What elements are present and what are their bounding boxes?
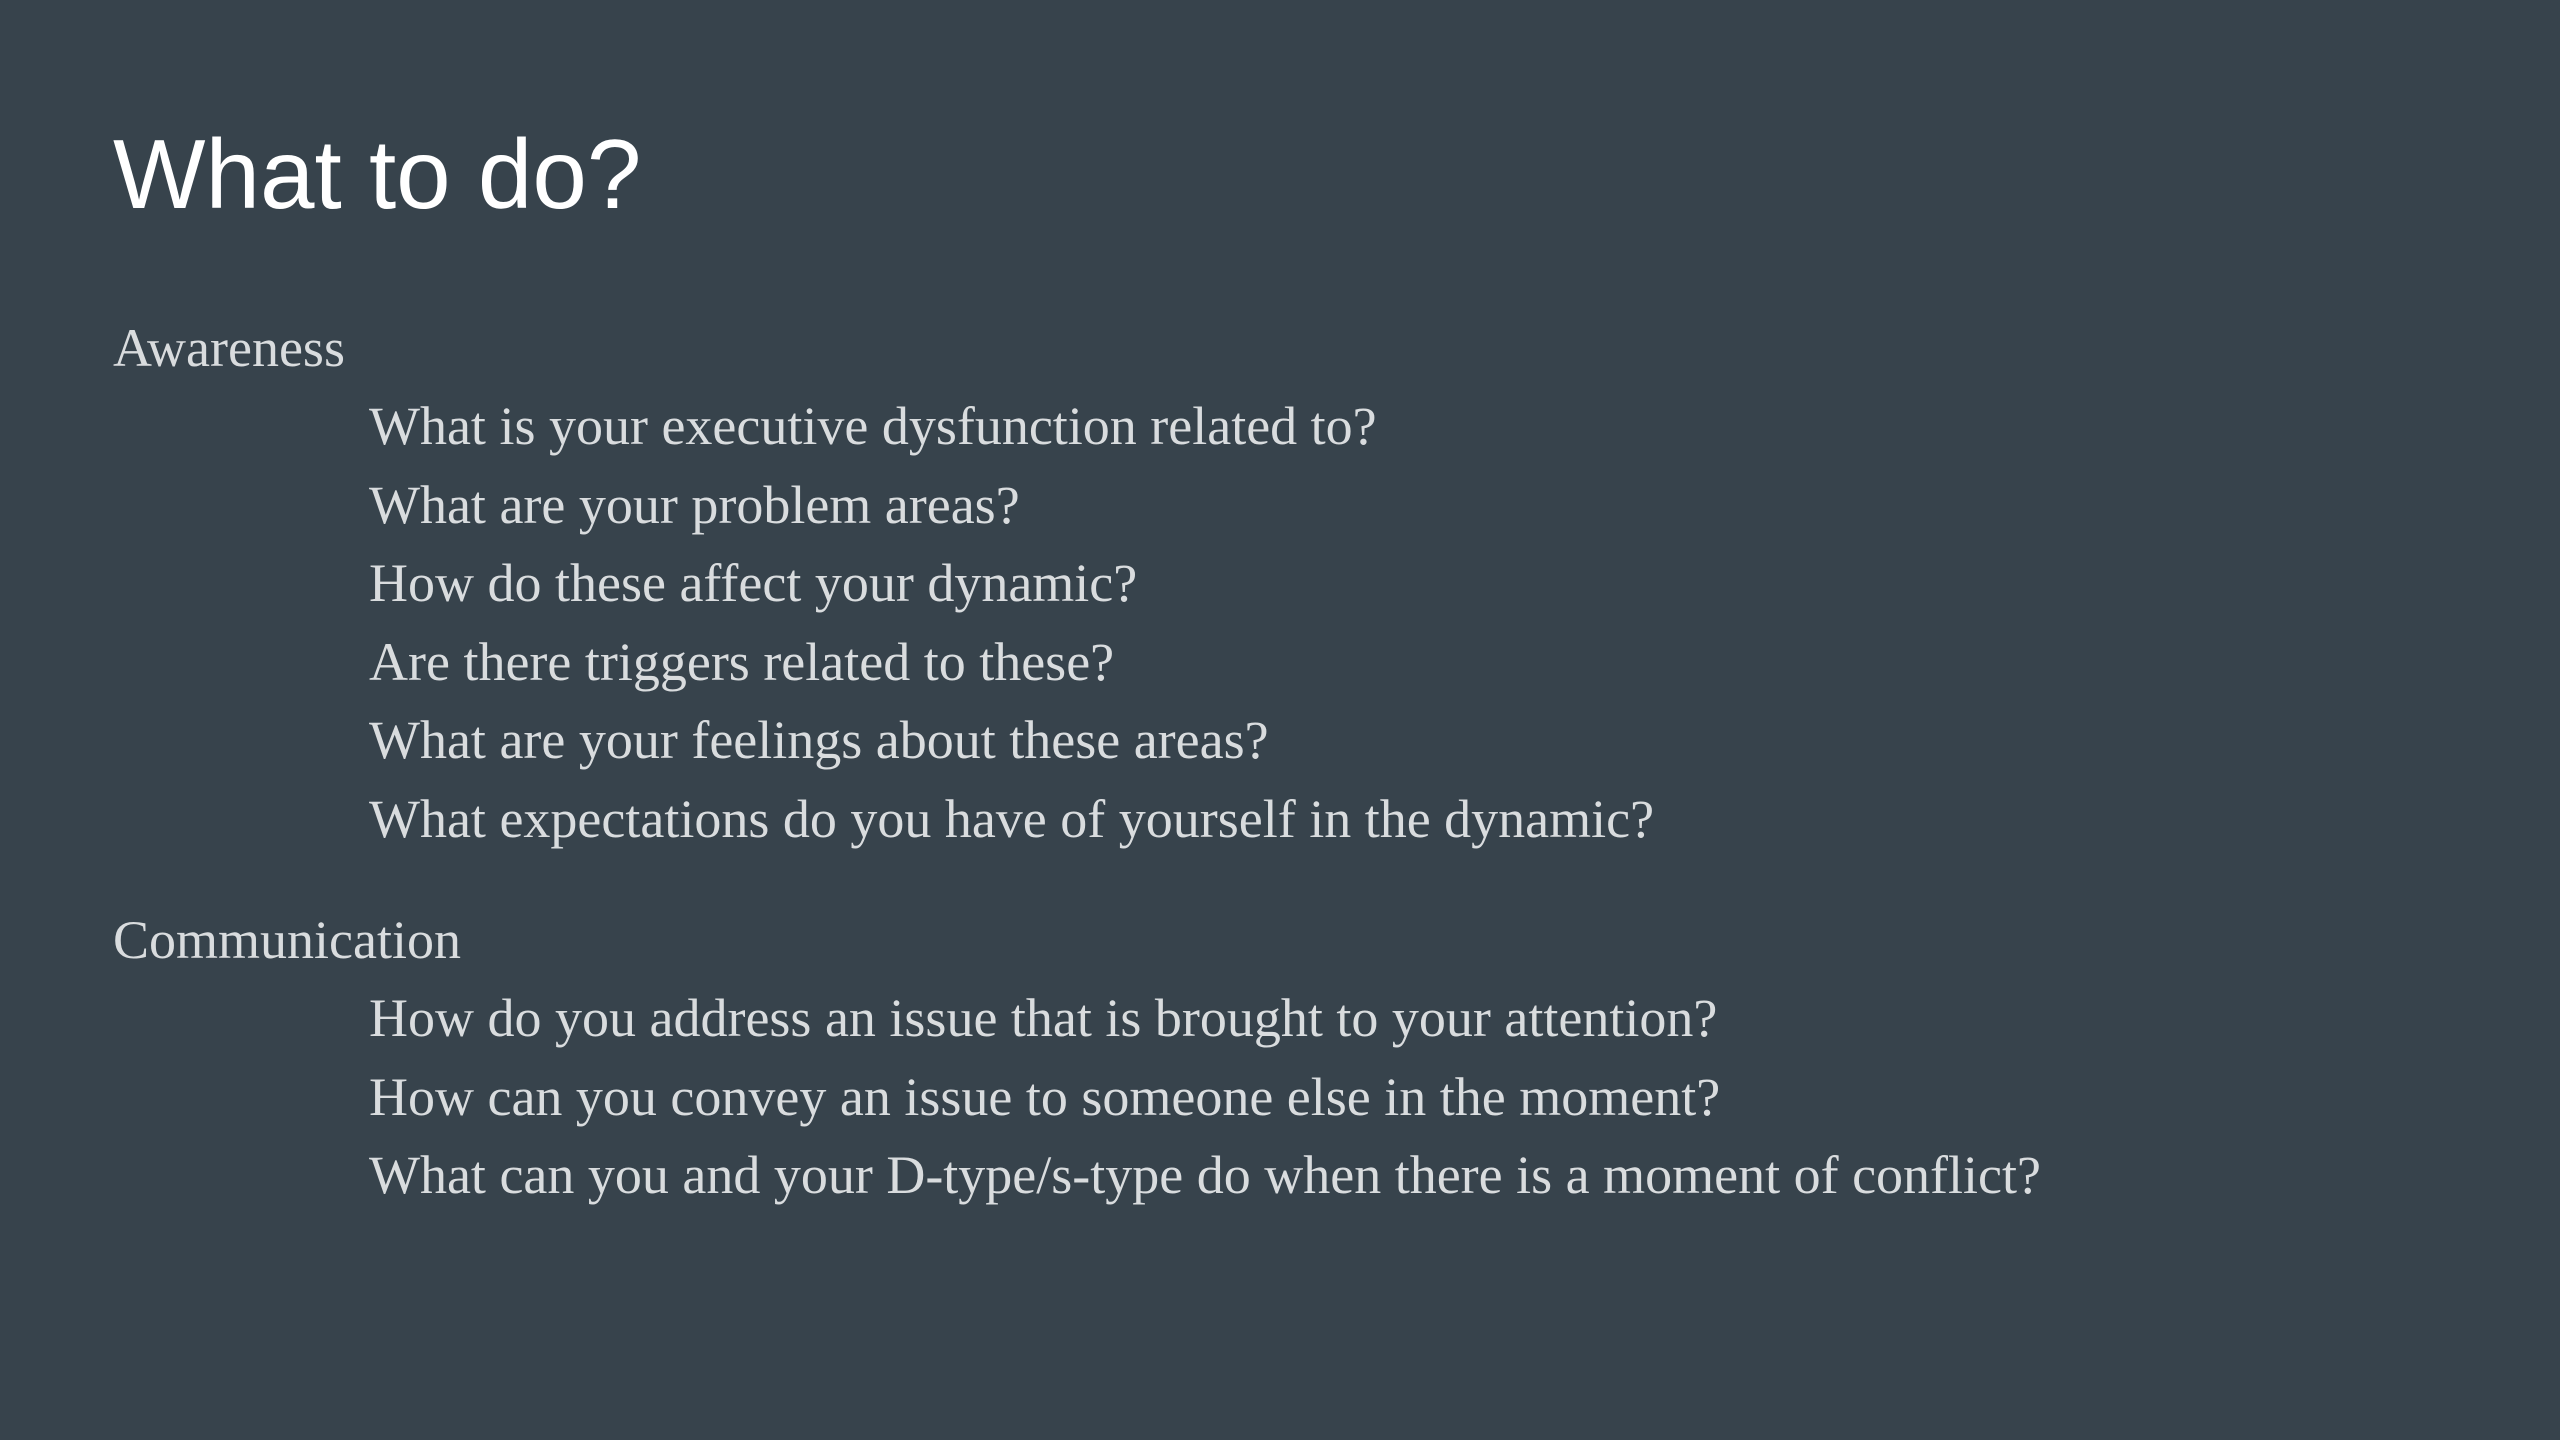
question-item: What can you and your D-type/s-type do when there is a moment of conflict? bbox=[369, 1145, 2041, 1205]
question-item: What is your executive dysfunction related to? bbox=[369, 396, 1377, 456]
section-communication bbox=[113, 901, 2041, 1215]
communication-question-list bbox=[113, 979, 2041, 1215]
question-item: What are your problem areas? bbox=[369, 474, 1020, 535]
slide-title: What to do? bbox=[113, 119, 642, 229]
question-item: How do these affect your dynamic? bbox=[369, 553, 1138, 613]
section-awareness bbox=[113, 309, 1654, 858]
question-item: How do you address an issue that is brought to your attention? bbox=[369, 988, 1718, 1048]
question-item: How can you convey an issue to someone else in the moment? bbox=[369, 1066, 1721, 1127]
section-heading-awareness: Awareness bbox=[113, 318, 345, 378]
awareness-question-list bbox=[113, 387, 1654, 858]
question-item: What are your feelings about these areas? bbox=[369, 710, 1269, 770]
question-item: What expectations do you have of yourself in the dynamic? bbox=[369, 788, 1655, 849]
section-heading-communication: Communication bbox=[113, 910, 461, 970]
question-item: Are there triggers related to these? bbox=[369, 631, 1115, 692]
